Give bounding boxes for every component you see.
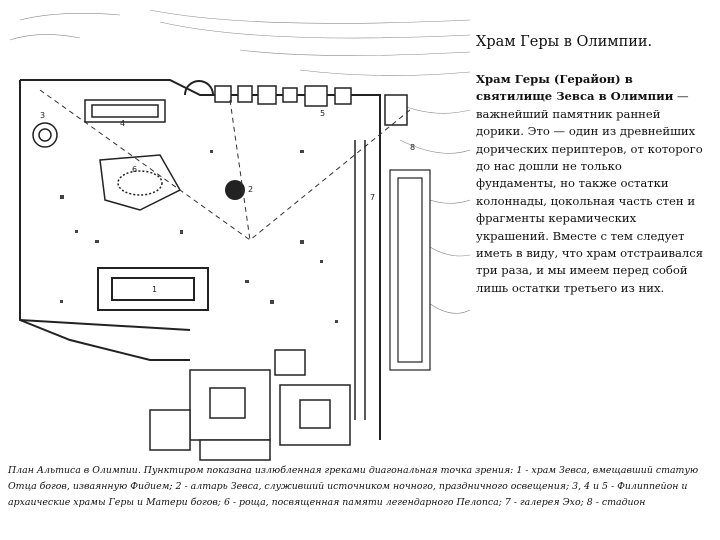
description-body: — важнейший памятник ранней дорики. Это — один из древнейших дорических периптеров, от которого до нас дошли не только фундаменты, но также остатки колоннады, цокольная часть стен и фрагменты керамических украшений. Вместе с тем следует иметь в виду, что храм отстраивался три раза, и мы имеем перед собой лишь остатки третьего из них. bbox=[476, 89, 704, 295]
plan-label-6: 6 bbox=[132, 165, 138, 174]
description-text bbox=[476, 71, 704, 297]
plan-label-2: 2 bbox=[248, 185, 254, 194]
plan-label-1: 1 bbox=[152, 285, 158, 294]
plan-label-5: 5 bbox=[320, 109, 326, 118]
plan-caption: План Альтиса в Олимпии. Пунктиром показана излюбленная греками диагональная точка зрения: 1 - храм Зевса, вмещавший статую Отца богов, изваянную Фидием; 2 - алтарь Зевса, служивший источником ночного, праздничного освещения; 3, 4 и 5 - Филиппейон и архаические храмы Геры и Матери богов; 6 - роща, посвященная памяти легендарного Пелопса; 7 - галерея Эхо; 8 - стадион bbox=[8, 465, 699, 508]
plan-label-8: 8 bbox=[410, 143, 416, 152]
slide-title: Храм Геры в Олимпии. bbox=[476, 34, 653, 50]
plan-label-4: 4 bbox=[120, 119, 126, 128]
plan-label-3: 3 bbox=[40, 111, 46, 120]
description-lead: Храм Геры (Герайон) в святилище Зевса в Олимпии bbox=[476, 72, 674, 104]
plan-label-7: 7 bbox=[370, 193, 376, 202]
